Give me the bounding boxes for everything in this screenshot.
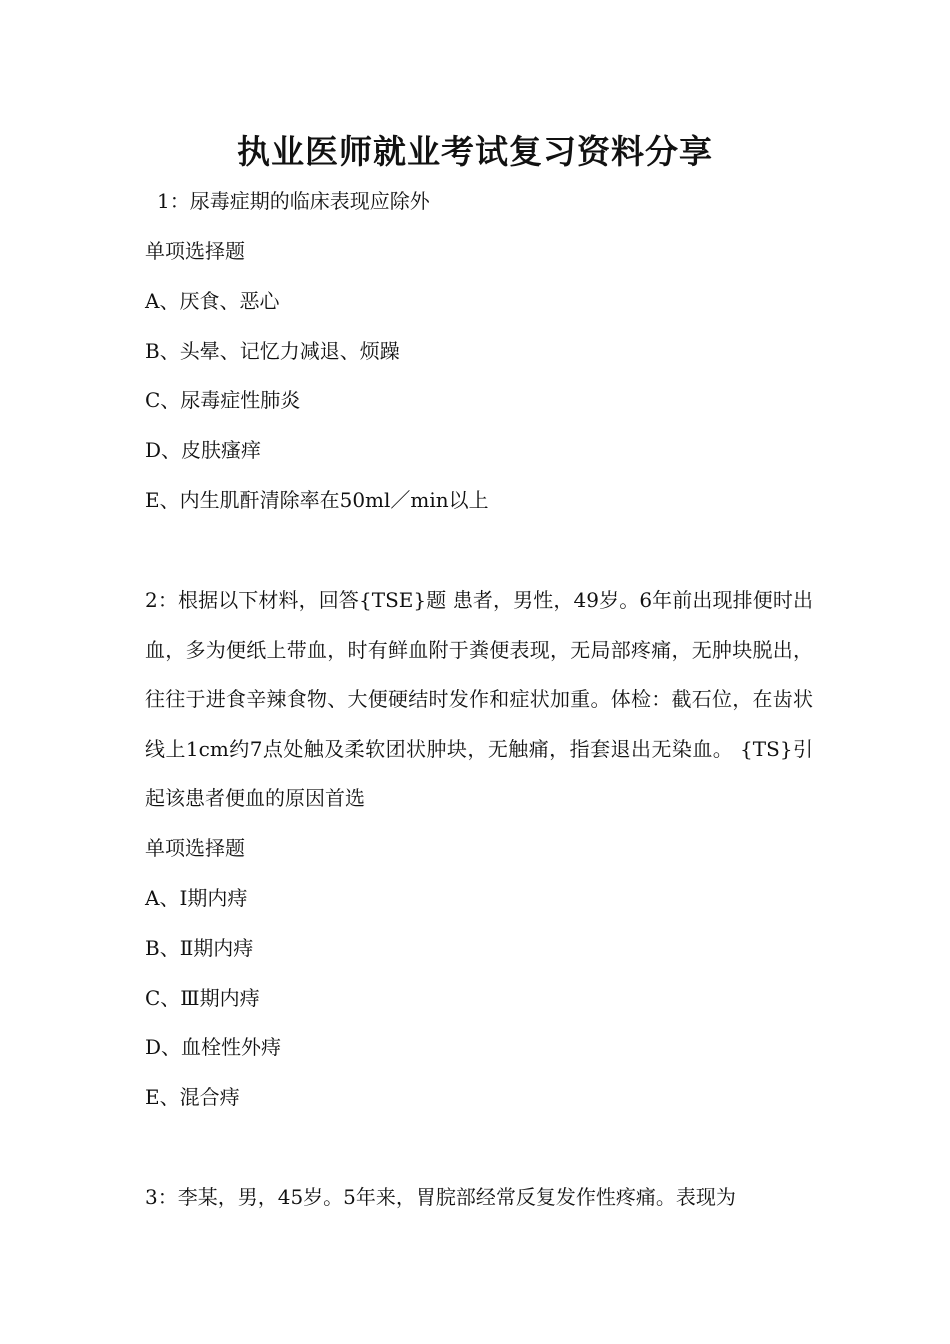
question-1-option-a: A、厌食、恶心 (145, 289, 280, 313)
question-1-option-c: C、尿毒症性肺炎 (145, 388, 301, 412)
question-2-option-a: A、I期内痔 (145, 886, 248, 910)
question-1-stem: 1：尿毒症期的临床表现应除外 (157, 189, 430, 213)
question-2-type: 单项选择题 (145, 836, 245, 860)
question-2-option-e: E、混合痔 (145, 1085, 240, 1109)
question-1-option-d: D、皮肤瘙痒 (145, 438, 262, 462)
question-2-option-d: D、血栓性外痔 (145, 1035, 282, 1059)
question-1-option-b: B、头晕、记忆力减退、烦躁 (145, 339, 400, 363)
question-3-stem: 3：李某，男，45岁。5年来，胃脘部经常反复发作性疼痛。表现为 (145, 1185, 736, 1209)
document-title: 执业医师就业考试复习资料分享 (237, 132, 713, 171)
question-1-option-e: E、内生肌酐清除率在50ml／min以上 (145, 488, 489, 512)
question-2-option-c: C、Ⅲ期内痔 (145, 986, 260, 1010)
question-1-type: 单项选择题 (145, 239, 245, 263)
question-2-option-b: B、Ⅱ期内痔 (145, 936, 254, 960)
question-2-stem: 2：根据以下材料，回答{TSE}题 患者，男性，49岁。6年前出现排便时出血，多为便纸上带血，时有鲜血附于粪便表现，无局部疼痛，无肿块脱出，往往于进食辛辣食物、大便硬结时发作和症状加重。体检：截石位，在齿状线上1cm约7点处触及柔软团状肿块，无触痛，指套退出无染血。 {TS}引起该患者便血的原因首选 (145, 588, 813, 810)
